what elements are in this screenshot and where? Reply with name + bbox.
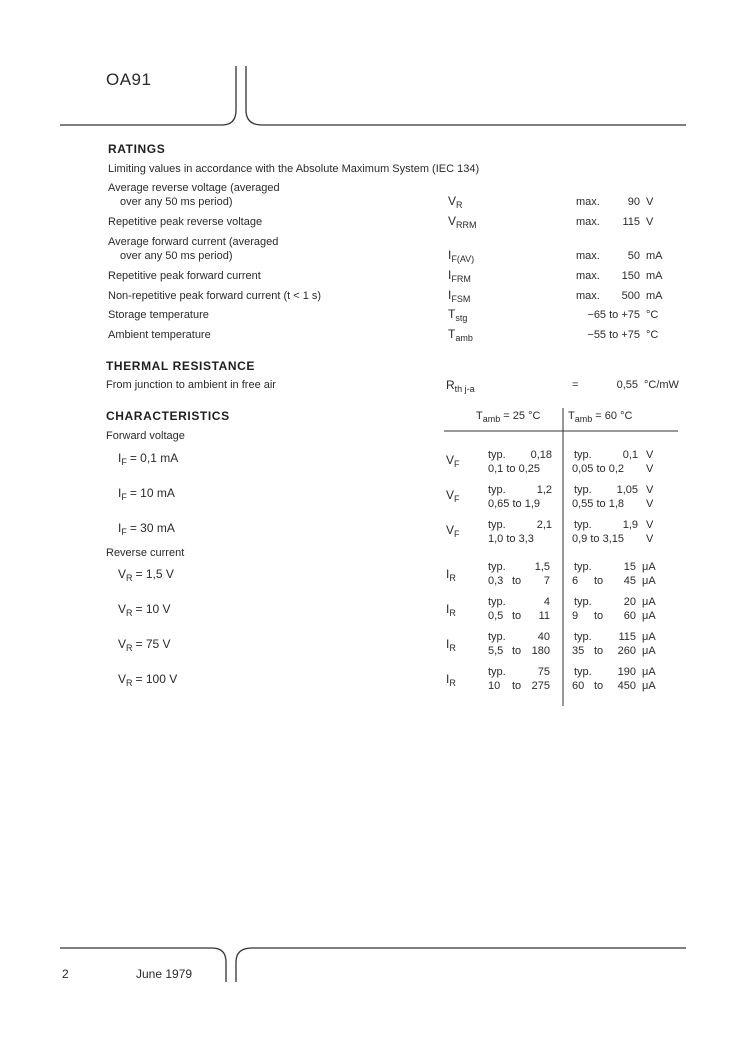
forward-symbol: $V_F$ xyxy=(446,523,460,539)
to-label: to xyxy=(512,645,522,657)
rating-label: Storage temperature xyxy=(108,309,209,321)
col2-typ: 1,9 xyxy=(622,519,638,531)
rating-value: 500 xyxy=(621,290,640,302)
col2-unit: μA xyxy=(642,575,656,587)
col2-hi: 260 xyxy=(617,645,636,657)
col1-range: 0,1 to 0,25 xyxy=(488,463,540,475)
col1-hi: 11 xyxy=(538,610,550,622)
col2-unit: μA xyxy=(642,610,656,622)
rating-symbol: $T_{amb}$ xyxy=(448,327,473,343)
rating-value: 50 xyxy=(627,250,640,262)
rating-unit: mA xyxy=(646,290,663,302)
characteristics-title: CHARACTERISTICS xyxy=(106,409,230,423)
col2-range: 0,55 to 1,8 xyxy=(572,498,624,510)
reverse-symbol: $I_R$ xyxy=(446,672,456,688)
rating-label: Average reverse voltage (averaged xyxy=(108,182,280,194)
col2-typ: 1,05 xyxy=(616,484,638,496)
rating-unit: mA xyxy=(646,270,663,282)
col2-hi: 450 xyxy=(617,680,636,692)
forward-condition: $I_F = 30$ mA xyxy=(118,521,175,537)
rating-unit: °C xyxy=(646,329,659,341)
forward-voltage-title: Forward voltage xyxy=(106,430,185,442)
col2-unit: μA xyxy=(642,596,656,608)
typ-label: typ. xyxy=(488,561,506,573)
rating-label: over any 50 ms period) xyxy=(120,250,233,262)
typ-label: typ. xyxy=(574,561,592,573)
page-number: 2 xyxy=(62,967,69,981)
rating-symbol: $T_{stg}$ xyxy=(448,307,468,323)
thermal-equals: = xyxy=(572,379,579,391)
col2-lo: 6 xyxy=(572,575,579,587)
rating-symbol: $V_R$ xyxy=(448,194,463,210)
to-label: to xyxy=(594,645,604,657)
reverse-condition: $V_R = 75$ V xyxy=(118,637,171,653)
col1-typ: 75 xyxy=(537,666,550,678)
col1-hi: 180 xyxy=(531,645,550,657)
reverse-symbol: $I_R$ xyxy=(446,602,456,618)
col2-header: $T_{amb} = 60$ °C xyxy=(568,410,633,424)
col1-typ: 40 xyxy=(537,631,550,643)
rating-unit: °C xyxy=(646,309,659,321)
header-rule-right xyxy=(246,66,686,125)
rating-qualifier: max. xyxy=(576,216,600,228)
rating-label: Repetitive peak forward current xyxy=(108,270,261,282)
to-label: to xyxy=(512,680,522,692)
col2-unit: μA xyxy=(642,645,656,657)
col2-unit: V xyxy=(646,484,654,496)
reverse-current-title: Reverse current xyxy=(106,547,185,559)
typ-label: typ. xyxy=(488,519,506,531)
to-label: to xyxy=(594,575,604,587)
rating-qualifier: max. xyxy=(576,290,600,302)
col1-range: 1,0 to 3,3 xyxy=(488,533,534,545)
col2-lo: 35 xyxy=(572,645,585,657)
rating-qualifier: max. xyxy=(576,250,600,262)
typ-label: typ. xyxy=(574,631,592,643)
thermal-title: THERMAL RESISTANCE xyxy=(106,359,256,373)
rating-qualifier: max. xyxy=(576,270,600,282)
to-label: to xyxy=(512,610,522,622)
typ-label: typ. xyxy=(574,519,592,531)
col2-range: 0,05 to 0,2 xyxy=(572,463,624,475)
col1-typ: 0,18 xyxy=(530,449,552,461)
col1-hi: 275 xyxy=(531,680,550,692)
typ-label: typ. xyxy=(488,631,506,643)
col1-hi: 7 xyxy=(543,575,550,587)
reverse-symbol: $I_R$ xyxy=(446,637,456,653)
to-label: to xyxy=(512,575,522,587)
forward-symbol: $V_F$ xyxy=(446,453,460,469)
col1-lo: 10 xyxy=(488,680,501,692)
col2-unit: V xyxy=(646,498,654,510)
col2-unit: V xyxy=(646,449,654,461)
rating-unit: V xyxy=(646,196,654,208)
rating-label: Ambient temperature xyxy=(108,329,211,341)
ratings-intro: Limiting values in accordance with the Absolute Maximum System (IEC 134) xyxy=(108,163,480,175)
rating-value: 150 xyxy=(621,270,640,282)
footer-date: June 1979 xyxy=(136,967,193,981)
rating-symbol: $I_{FRM}$ xyxy=(448,268,471,284)
typ-label: typ. xyxy=(574,449,592,461)
rating-symbol: $I_{FSM}$ xyxy=(448,288,471,304)
rating-qualifier: max. xyxy=(576,196,600,208)
col1-typ: 4 xyxy=(543,596,550,608)
reverse-condition: $V_R = 100$ V xyxy=(118,672,178,688)
forward-condition: $I_F = 10$ mA xyxy=(118,486,175,502)
rating-label: Non-repetitive peak forward current (t < 1 s) xyxy=(108,290,322,302)
rating-symbol: $V_{RRM}$ xyxy=(448,214,477,230)
col1-lo: 0,3 xyxy=(488,575,504,587)
col1-header: $T_{amb} = 25$ °C xyxy=(476,410,541,424)
col1-typ: 1,5 xyxy=(534,561,550,573)
col1-typ: 1,2 xyxy=(536,484,552,496)
col2-unit: μA xyxy=(642,666,656,678)
to-label: to xyxy=(594,680,604,692)
col2-range: 0,9 to 3,15 xyxy=(572,533,624,545)
col2-unit: μA xyxy=(642,680,656,692)
forward-condition: $I_F = 0,1$ mA xyxy=(118,451,179,467)
thermal-unit: °C/mW xyxy=(644,379,679,391)
ratings-title: RATINGS xyxy=(108,142,166,156)
typ-label: typ. xyxy=(488,484,506,496)
footer-rule-right xyxy=(236,948,686,982)
rating-unit: V xyxy=(646,216,654,228)
thermal-symbol: $R_{th j-a}$ xyxy=(446,378,475,394)
col2-lo: 60 xyxy=(572,680,585,692)
reverse-condition: $V_R = 1,5$ V xyxy=(118,567,174,583)
col2-typ: 20 xyxy=(623,596,636,608)
col2-typ: 0,1 xyxy=(622,449,638,461)
col2-unit: μA xyxy=(642,631,656,643)
rating-value: −65 to +75 xyxy=(587,309,640,321)
col2-typ: 115 xyxy=(618,631,636,643)
typ-label: typ. xyxy=(488,666,506,678)
col2-typ: 15 xyxy=(623,561,636,573)
col1-lo: 5,5 xyxy=(488,645,504,657)
forward-symbol: $V_F$ xyxy=(446,488,460,504)
typ-label: typ. xyxy=(574,596,592,608)
rating-unit: mA xyxy=(646,250,663,262)
part-number: OA91 xyxy=(106,70,152,89)
thermal-label: From junction to ambient in free air xyxy=(106,379,276,391)
rating-label: over any 50 ms period) xyxy=(120,196,233,208)
col2-lo: 9 xyxy=(572,610,579,622)
col1-lo: 0,5 xyxy=(488,610,504,622)
rating-value: 115 xyxy=(622,216,640,228)
col2-unit: V xyxy=(646,533,654,545)
col2-unit: μA xyxy=(642,561,656,573)
col2-typ: 190 xyxy=(617,666,636,678)
rating-label: Repetitive peak reverse voltage xyxy=(108,216,263,228)
col1-typ: 2,1 xyxy=(536,519,552,531)
reverse-condition: $V_R = 10$ V xyxy=(118,602,171,618)
rating-value: −55 to +75 xyxy=(587,329,640,341)
reverse-symbol: $I_R$ xyxy=(446,567,456,583)
col1-range: 0,65 to 1,9 xyxy=(488,498,540,510)
to-label: to xyxy=(594,610,604,622)
rating-symbol: $I_{F(AV)}$ xyxy=(448,248,475,264)
typ-label: typ. xyxy=(488,596,506,608)
thermal-value: 0,55 xyxy=(616,379,638,391)
rating-label: Average forward current (averaged xyxy=(108,236,279,248)
col2-hi: 45 xyxy=(623,575,636,587)
col2-unit: V xyxy=(646,463,654,475)
col2-unit: V xyxy=(646,519,654,531)
typ-label: typ. xyxy=(574,484,592,496)
rating-value: 90 xyxy=(627,196,640,208)
typ-label: typ. xyxy=(488,449,506,461)
typ-label: typ. xyxy=(574,666,592,678)
col2-hi: 60 xyxy=(623,610,636,622)
